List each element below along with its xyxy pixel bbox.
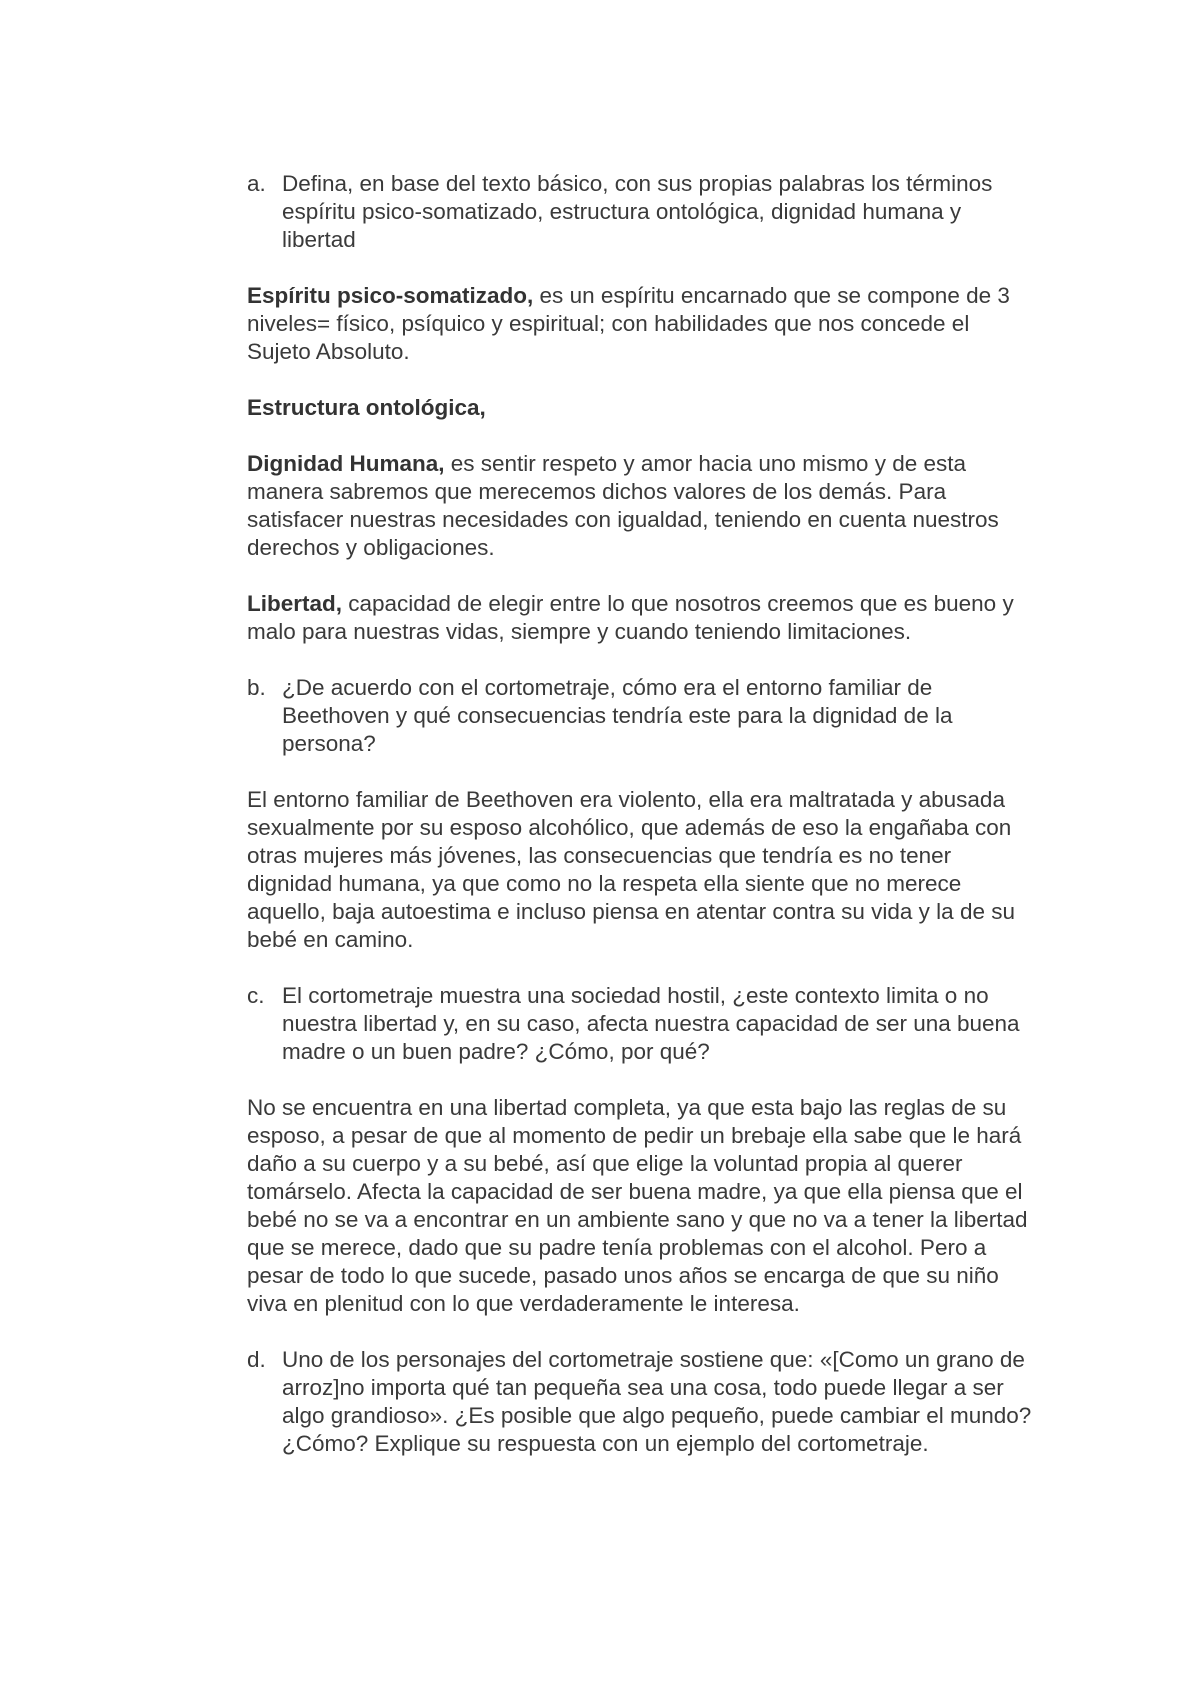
- definition-espiritu-text: es un espíritu encarnado que se compone de 3 niveles= físico, psíquico y espiritual; con habilidades que nos concede el Sujeto Absoluto.: [247, 283, 1010, 364]
- question-d-letter: d.: [247, 1347, 266, 1372]
- answer-c: No se encuentra en una libertad completa, ya que esta bajo las reglas de su esposo, a pesar de que al momento de pedir un brebaje ella sabe que le hará daño a su cuerpo y a su bebé, así que elige la voluntad propia al querer tomárselo. Afecta la capacidad de ser buena madre, ya que ella piensa que el bebé no se va a encontrar en un ambiente sano y que no va a tener la libertad que se merece, dado que su padre tenía problemas con el alcohol. Pero a pesar de todo lo que sucede, pasado unos años se encarga de que su niño viva en plenitud con lo que verdaderamente le interesa.: [247, 1095, 1028, 1316]
- answer-b: El entorno familiar de Beethoven era violento, ella era maltratada y abusada sexualmente por su esposo alcohólico, que además de eso la engañaba con otras mujeres más jóvenes, las consecuencias que tendría es no tener dignidad humana, ya que como no la respeta ella siente que no merece aquello, baja autoestima e incluso piensa en atentar contra su vida y la de su bebé en camino.: [247, 787, 1015, 952]
- question-b: [247, 674, 1037, 758]
- question-d-text: Uno de los personajes del cortometraje sostiene que: «[Como un grano de arroz]no importa qué tan pequeña sea una cosa, todo puede llegar a ser algo grandioso». ¿Es posible que algo pequeño, puede cambiar el mundo? ¿Cómo? Explique su respuesta con un ejemplo del cortometraje.: [282, 1347, 1032, 1456]
- definition-libertad-text: capacidad de elegir entre lo que nosotros creemos que es bueno y malo para nuestras vidas, siempre y cuando teniendo limitaciones.: [247, 591, 1014, 644]
- question-b-text: ¿De acuerdo con el cortometraje, cómo era el entorno familiar de Beethoven y qué consecuencias tendría este para la dignidad de la persona?: [282, 675, 953, 756]
- question-c-letter: c.: [247, 983, 265, 1008]
- question-b-letter: b.: [247, 675, 266, 700]
- definition-estructura: [247, 394, 1037, 422]
- definition-espiritu-term: Espíritu psico-somatizado,: [247, 283, 534, 308]
- definition-estructura-term: Estructura ontológica,: [247, 395, 486, 420]
- question-c-text: El cortometraje muestra una sociedad hostil, ¿este contexto limita o no nuestra libertad y, en su caso, afecta nuestra capacidad de ser una buena madre o un buen padre? ¿Cómo, por qué?: [282, 983, 1020, 1064]
- definition-espiritu: [247, 282, 1037, 366]
- document-page: [247, 170, 1037, 1486]
- question-a-letter: a.: [247, 171, 266, 196]
- definition-dignidad-term: Dignidad Humana,: [247, 451, 445, 476]
- question-a-text: Defina, en base del texto básico, con sus propias palabras los términos espíritu psico-somatizado, estructura ontológica, dignidad humana y libertad: [282, 171, 993, 252]
- question-d: [247, 1346, 1037, 1458]
- question-a: [247, 170, 1037, 254]
- definition-dignidad-text: es sentir respeto y amor hacia uno mismo y de esta manera sabremos que merecemos dichos valores de los demás. Para satisfacer nuestras necesidades con igualdad, teniendo en cuenta nuestros derechos y obligaciones.: [247, 451, 999, 560]
- definition-libertad-term: Libertad,: [247, 591, 343, 616]
- definition-dignidad: [247, 450, 1037, 562]
- definition-libertad: [247, 590, 1037, 646]
- question-c: [247, 982, 1037, 1066]
